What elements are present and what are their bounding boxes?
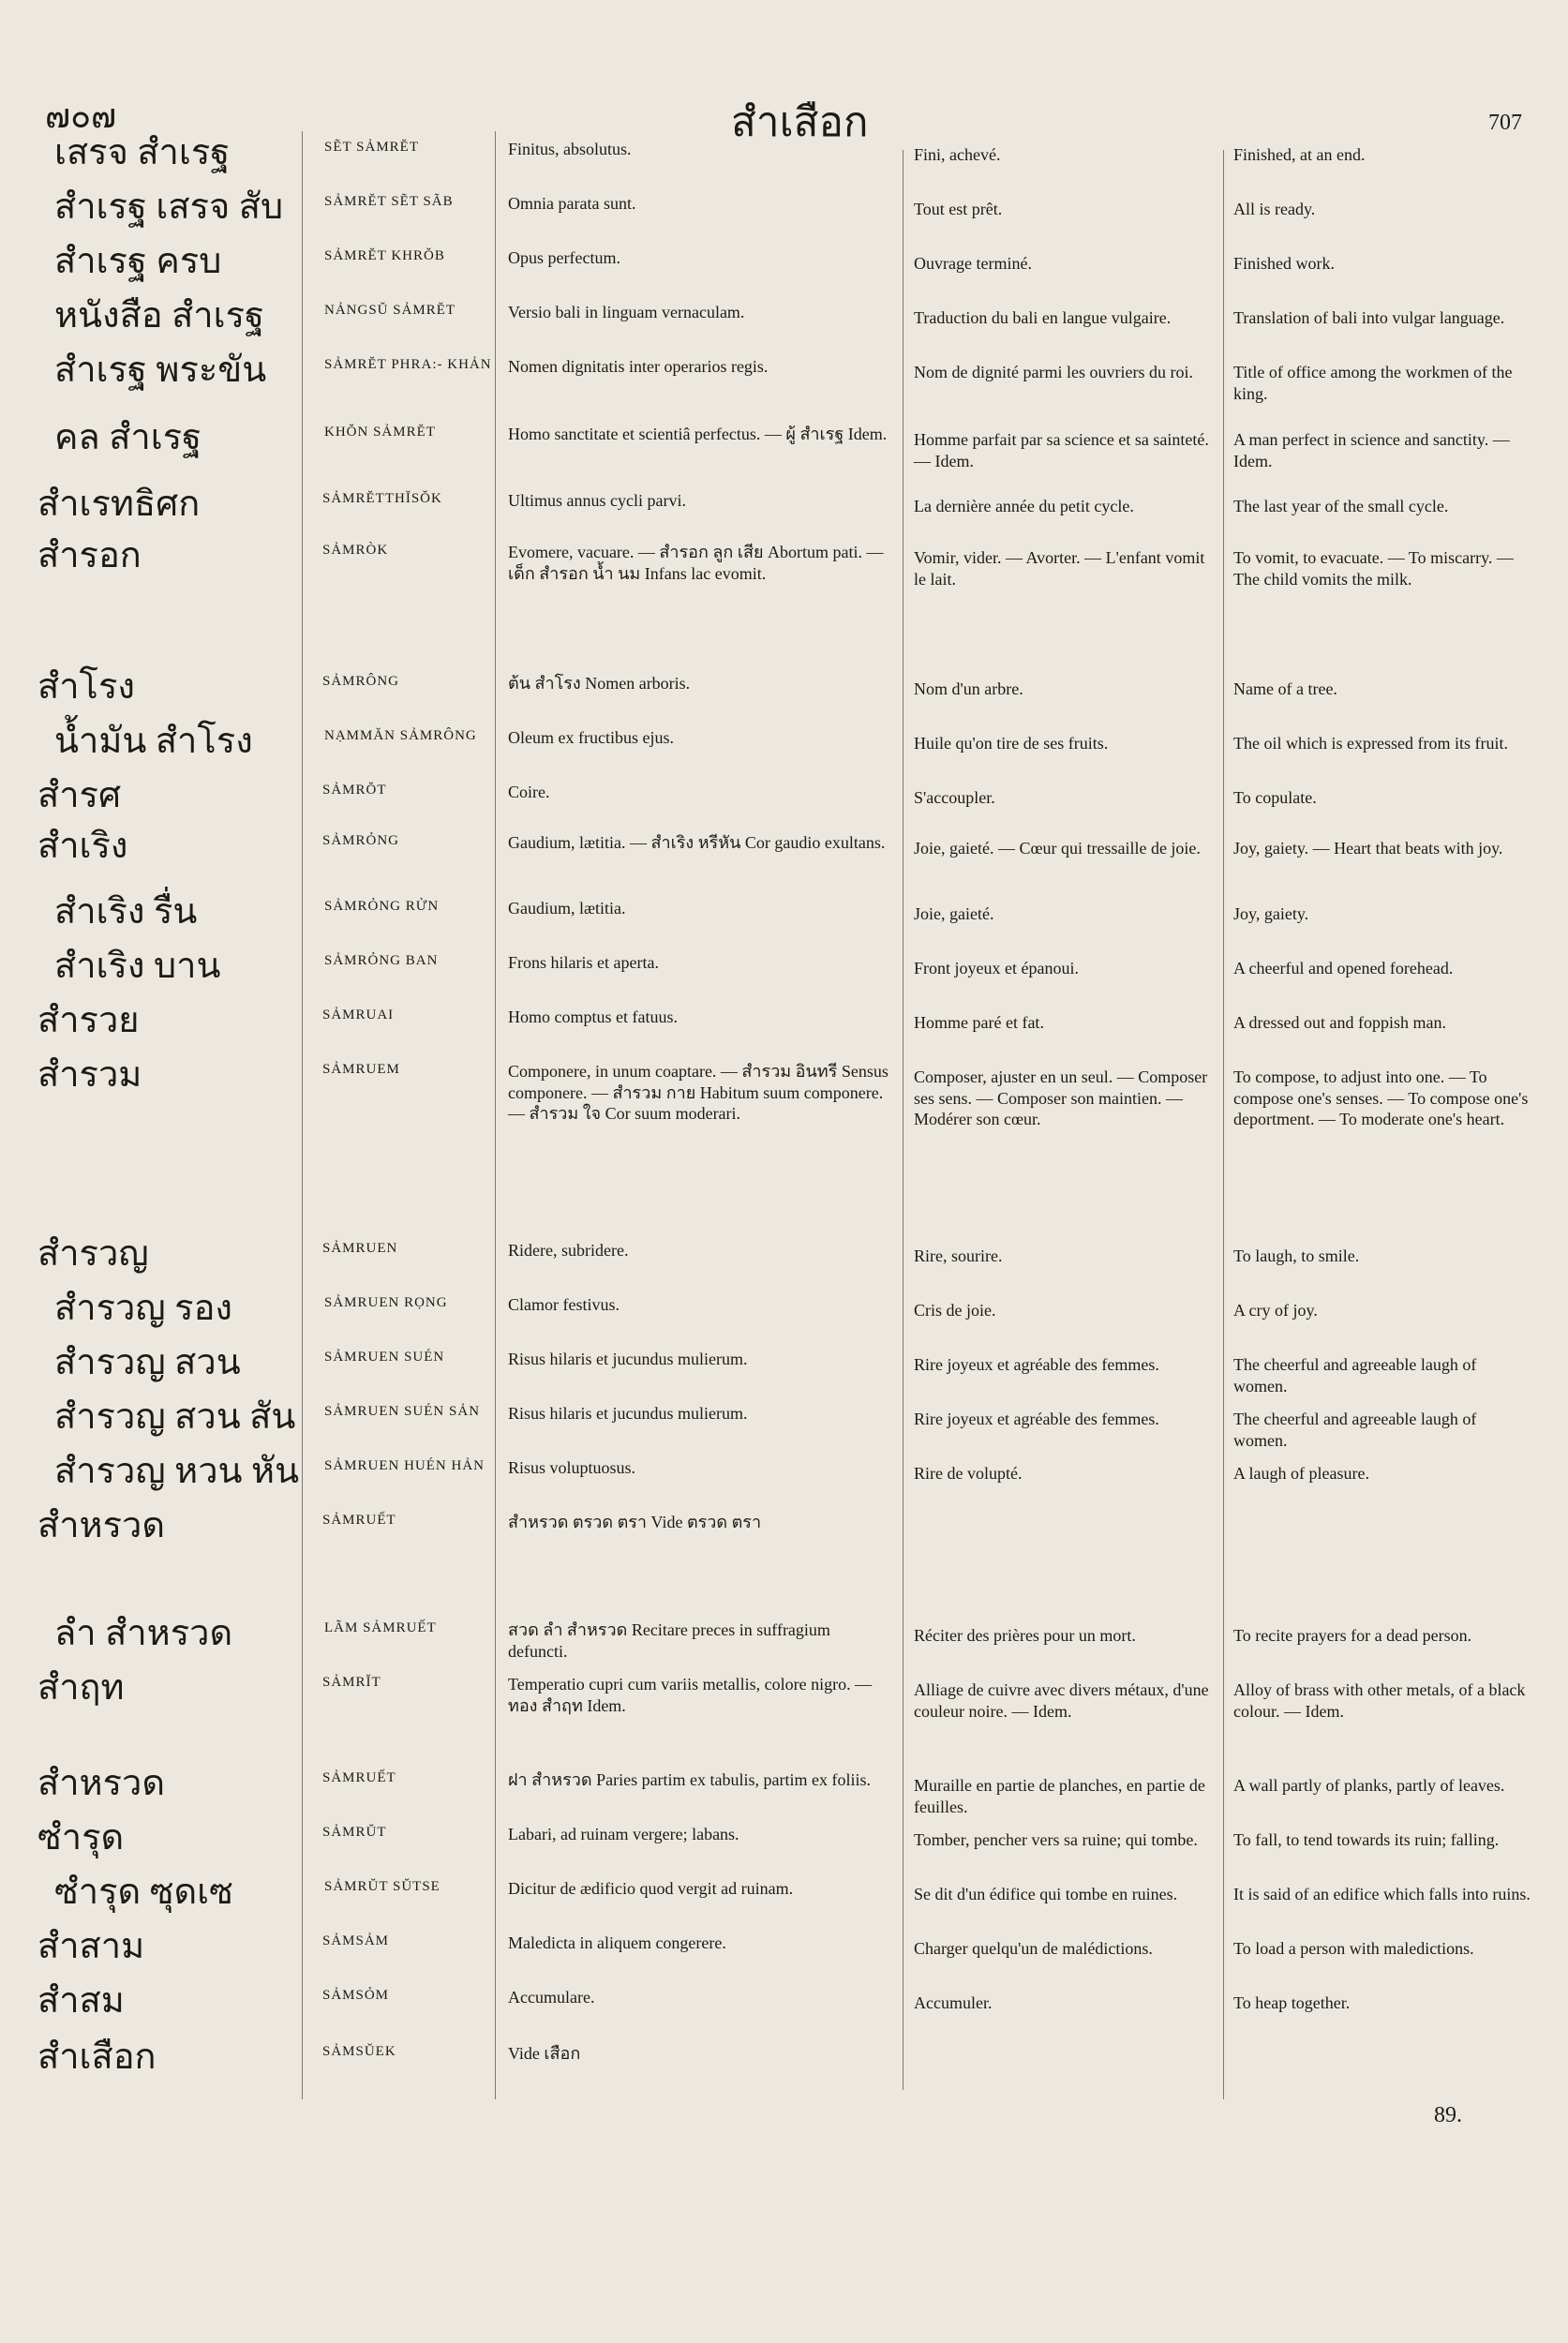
french-definition: Homme parfait par sa science et sa sainteté. — Idem. [914,430,1209,470]
headword: ซำรุด [37,1818,125,1858]
latin-definition: Finitus, absolutus. [508,140,632,158]
latin-definition: สำหรวด ตรวด ตรา Vide ตรวด ตรา [508,1513,762,1531]
french-definition: Homme paré et fat. [914,1013,1044,1032]
english-definition: A laugh of pleasure. [1233,1464,1369,1483]
headword: สำเรฐ พระขัน [54,351,267,390]
french-definition: Tomber, pencher vers sa ruine; qui tombe. [914,1830,1198,1849]
romanization: NẢNGSŬ SẢMRĔT [324,303,456,318]
french-definition: Huile qu'on tire de ses fruits. [914,734,1109,753]
english-definition: A cheerful and opened forehead. [1233,959,1454,977]
french-definition: Nom d'un arbre. [914,679,1023,698]
french-definition: Rire joyeux et agréable des femmes. [914,1355,1159,1374]
romanization: SẢMRỎNG RỬN [324,899,440,914]
french-definition: Ouvrage terminé. [914,254,1032,273]
french-definition: Composer, ajuster en un seul. — Composer ses sens. — Composer son maintien. — Modérer son cœur. [914,1067,1208,1128]
romanization: SẢMRUẾT [322,1513,396,1528]
headword: สำรอก [37,536,142,575]
romanization: SẢMRUEN [322,1241,398,1256]
french-definition: Rire joyeux et agréable des femmes. [914,1410,1159,1428]
romanization: SẢMRỎNG [322,833,400,848]
romanization: SẢMRŬT SŬTSE [324,1879,441,1894]
headword: สำสม [37,1981,125,2021]
latin-definition: Ridere, subridere. [508,1241,629,1260]
english-definition: To laugh, to smile. [1233,1246,1360,1265]
romanization: SẢMRUEM [322,1062,400,1077]
french-definition: Fini, achevé. [914,145,1001,164]
romanization: SẢMSẢM [322,1933,390,1948]
headword: สำหรวด [37,1506,166,1545]
romanization: SẢMRUAI [322,1007,395,1022]
latin-definition: Omnia parata sunt. [508,194,636,213]
headword: สำหรวด [37,1764,166,1803]
latin-definition: Clamor festivus. [508,1295,620,1314]
headword: สำรศ [37,776,122,815]
latin-definition: Dicitur de ædificio quod vergit ad ruinam. [508,1879,794,1898]
latin-definition: Componere, in unum coaptare. — สำรวม อินทรี Sensus componere. — สำรวม กาย Habitum suum componere. — สำรวม ใจ Cor suum moderari. [508,1062,889,1123]
headword: สำรวม [37,1055,142,1095]
english-definition: To vomit, to evacuate. — To miscarry. — The child vomits the milk. [1233,548,1514,589]
latin-definition: Maledicta in aliquem congerere. [508,1933,726,1952]
french-definition: Front joyeux et épanoui. [914,959,1079,977]
english-definition: A cry of joy. [1233,1301,1318,1320]
headword: สำโรง [37,667,135,707]
english-definition: Finished work. [1233,254,1335,273]
latin-definition: Gaudium, lætitia. [508,899,626,918]
french-definition: La dernière année du petit cycle. [914,497,1134,515]
french-definition: Vomir, vider. — Avorter. — L'enfant vomit le lait. [914,548,1205,589]
latin-definition: สวด ลำ สำหรวด Recitare preces in suffragium defuncti. [508,1620,830,1661]
headword: สำเรฐ ครบ [54,242,222,281]
thai-page-number: ๗๐๗ [45,97,117,135]
headword: สำฤท [37,1668,125,1708]
romanization: SẢMRUEN RỌNG [324,1295,448,1310]
english-definition: A dressed out and foppish man. [1233,1013,1446,1032]
french-definition: Tout est prêt. [914,200,1003,218]
romanization: SẢMSỎM [322,1988,390,2003]
signature-number: 89. [1434,2103,1462,2127]
romanization: SẢMRŎT [322,783,387,798]
english-definition: Name of a tree. [1233,679,1337,698]
headword: สำเรทธิศก [37,485,201,524]
column-divider [495,131,496,2099]
french-definition: Se dit d'un édifice qui tombe en ruines. [914,1885,1178,1903]
french-definition: Accumuler. [914,1993,993,2012]
english-definition: Translation of bali into vulgar language. [1233,308,1505,327]
romanization: SẢMRĔTTHĬSŎK [322,491,442,506]
french-definition: Rire, sourire. [914,1246,1003,1265]
latin-definition: Risus voluptuosus. [508,1458,636,1477]
french-definition: Traduction du bali en langue vulgaire. [914,308,1172,327]
headword: เสรจ สำเรฐ [54,133,231,172]
english-definition: To compose, to adjust into one. — To compose one's senses. — To compose one's deportment. — To moderate one's heart. [1233,1067,1529,1128]
romanization: SẼT SẢMRĔT [324,140,419,155]
latin-definition: Ultimus annus cycli parvi. [508,491,686,510]
romanization: NẠMMĂN SẢMRÔNG [324,728,477,743]
romanization: SẢMRUEN SUÉN [324,1350,445,1365]
english-definition: Joy, gaiety. [1233,904,1309,923]
latin-definition: Oleum ex fructibus ejus. [508,728,674,747]
latin-definition: Opus perfectum. [508,248,620,267]
headword: สำเรฐ เสรจ สับ [54,187,284,227]
headword: สำสาม [37,1927,145,1966]
french-definition: Charger quelqu'un de malédictions. [914,1939,1153,1958]
romanization: SẢMRŬT [322,1825,387,1840]
romanization: KHŎN SẢMRĔT [324,425,436,440]
headword: ซำรุด ซุดเซ [54,1873,233,1912]
headword: สำรวญ [37,1234,149,1274]
french-definition: S'accoupler. [914,788,995,807]
latin-definition: Vide เสือก [508,2044,581,2063]
french-definition: Joie, gaieté. [914,904,994,923]
english-definition: It is said of an edifice which falls into ruins. [1233,1885,1531,1903]
headword: คล สำเรฐ [54,418,202,457]
romanization: SẢMRÒK [322,543,389,558]
english-definition: To heap together. [1233,1993,1351,2012]
latin-definition: Labari, ad ruinam vergere; labans. [508,1825,739,1843]
french-definition: Cris de joie. [914,1301,996,1320]
latin-definition: Accumulare. [508,1988,595,2007]
page-number-arabic: 707 [1488,111,1522,135]
english-definition: The cheerful and agreeable laugh of women. [1233,1355,1477,1395]
french-definition: Nom de dignité parmi les ouvriers du roi. [914,363,1193,381]
latin-definition: Temperatio cupri cum variis metallis, colore nigro. — ทอง สำฤท Idem. [508,1675,873,1715]
english-definition: To load a person with maledictions. [1233,1939,1474,1958]
english-definition: To copulate. [1233,788,1317,807]
french-definition: Alliage de cuivre avec divers métaux, d'une couleur noire. — Idem. [914,1680,1209,1721]
headword: สำรวญ สวน [54,1343,241,1382]
french-definition: Muraille en partie de planches, en partie de feuilles. [914,1776,1205,1816]
headword: สำเสือก [37,2037,157,2077]
latin-definition: Nomen dignitatis inter operarios regis. [508,357,769,376]
romanization: SẢMRĔT PHRA:- KHẢN [324,357,492,372]
romanization: SẢMRUEN HUÉN HẢN [324,1458,485,1473]
headword: สำเริง บาน [54,947,221,986]
romanization: SẢMRUẾT [322,1770,396,1785]
latin-definition: Versio bali in linguam vernaculam. [508,303,745,321]
english-definition: To fall, to tend towards its ruin; falling. [1233,1830,1500,1849]
romanization: LÃM SẢMRUẾT [324,1620,437,1635]
romanization: SẢMRĔT SẼT SÃB [324,194,454,209]
headword: สำเริง [37,827,128,866]
romanization: SẢMSŬEK [322,2044,396,2059]
english-definition: Title of office among the workmen of the king. [1233,363,1513,403]
headword: สำรวญ สวน สัน [54,1397,296,1437]
english-definition: The cheerful and agreeable laugh of women. [1233,1410,1477,1450]
headword: สำรวญ รอง [54,1289,232,1328]
headword: น้ำมัน สำโรง [54,722,253,761]
romanization: SẢMRĬT [322,1675,381,1690]
romanization: SẢMRUEN SUÉN SẢN [324,1404,481,1419]
english-definition: Alloy of brass with other metals, of a black colour. — Idem. [1233,1680,1526,1721]
romanization: SẢMRÔNG [322,674,400,689]
running-head: สำเสือก [731,99,869,145]
latin-definition: Coire. [508,783,550,801]
english-definition: To recite prayers for a dead person. [1233,1626,1472,1645]
french-definition: Joie, gaieté. — Cœur qui tressaille de joie. [914,839,1201,858]
latin-definition: Evomere, vacuare. — สำรอก ลูก เสีย Abortum pati. — เด็ก สำรอก น้ำ นม Infans lac evomit. [508,543,884,583]
headword: สำเริง รื่น [54,892,198,932]
headword: สำรวย [37,1001,140,1040]
english-definition: The last year of the small cycle. [1233,497,1449,515]
headword: ลำ สำหรวด [54,1614,233,1653]
latin-definition: Risus hilaris et jucundus mulierum. [508,1350,748,1368]
latin-definition: Risus hilaris et jucundus mulierum. [508,1404,748,1423]
headword: สำรวญ หวน หัน [54,1452,300,1491]
latin-definition: Homo comptus et fatuus. [508,1007,678,1026]
romanization: SẢMRĔT KHRŎB [324,248,445,263]
column-divider [1223,150,1224,2099]
english-definition: All is ready. [1233,200,1316,218]
headword: หนังสือ สำเรฐ [54,296,264,336]
latin-definition: ฝา สำหรวด Paries partim ex tabulis, partim ex foliis. [508,1770,872,1789]
english-definition: A wall partly of planks, partly of leaves. [1233,1776,1505,1795]
french-definition: Rire de volupté. [914,1464,1023,1483]
romanization: SẢMRỎNG BAN [324,953,439,968]
english-definition: A man perfect in science and sanctity. — Idem. [1233,430,1510,470]
english-definition: The oil which is expressed from its fruit. [1233,734,1508,753]
english-definition: Finished, at an end. [1233,145,1366,164]
latin-definition: Homo sanctitate et scientiâ perfectus. — ผู้ สำเรฐ Idem. [508,425,888,443]
english-definition: Joy, gaiety. — Heart that beats with joy. [1233,839,1503,858]
latin-definition: ต้น สำโรง Nomen arboris. [508,674,691,693]
latin-definition: Gaudium, lætitia. — สำเริง หรีหัน Cor gaudio exultans. [508,833,886,852]
latin-definition: Frons hilaris et aperta. [508,953,659,972]
french-definition: Réciter des prières pour un mort. [914,1626,1136,1645]
